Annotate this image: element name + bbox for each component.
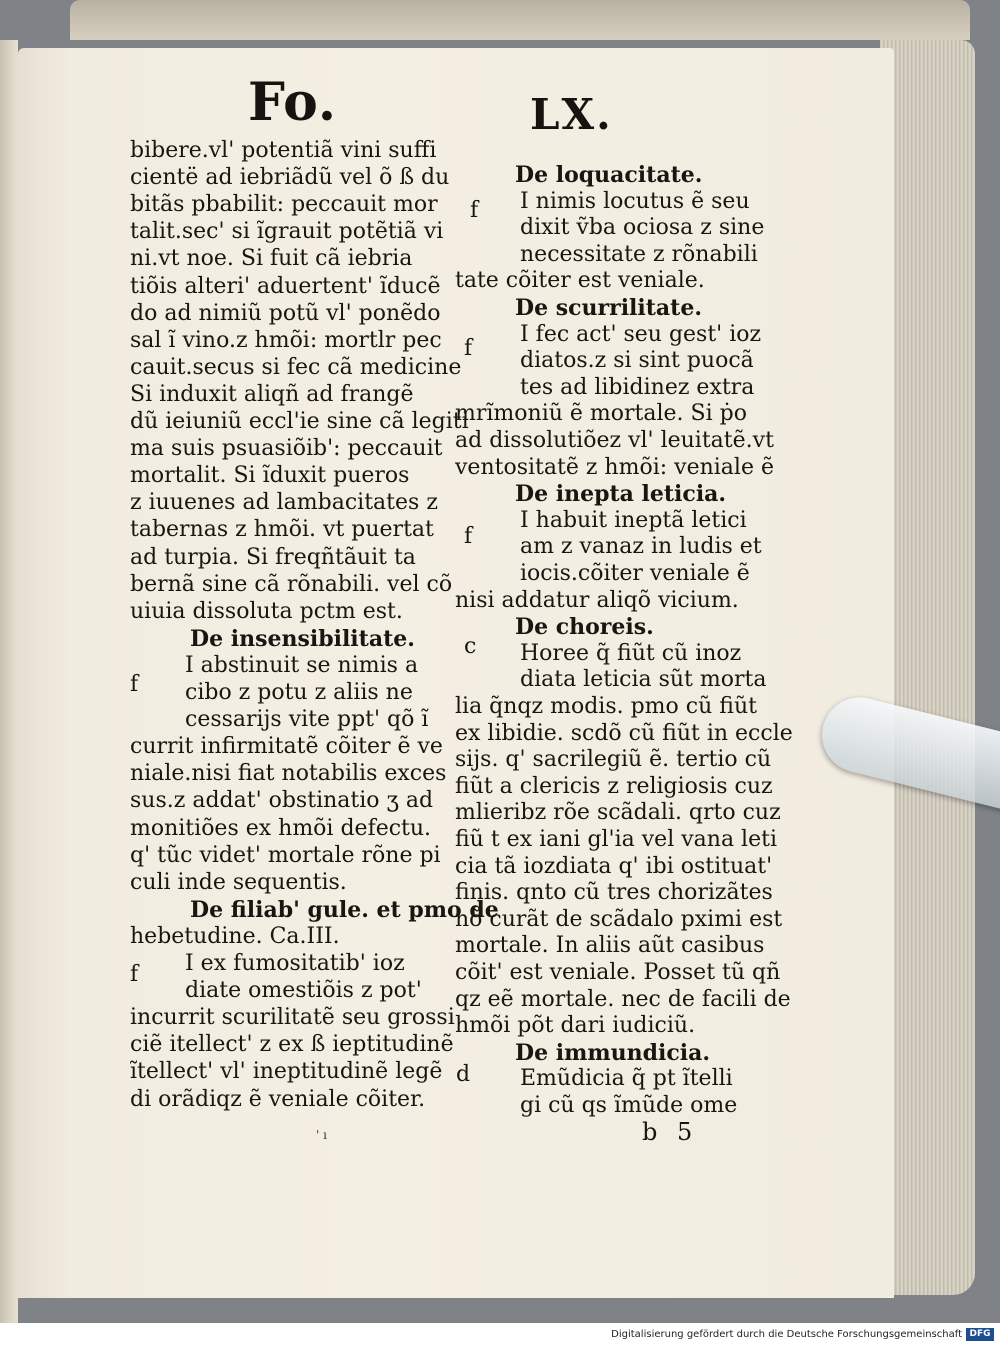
footer-text: Digitalisierung gefördert durch die Deutsche Forschungsgemeinschaft xyxy=(611,1329,962,1340)
text-line: De choreis. xyxy=(515,614,654,641)
text-line: cia tã iozdiata q' ibi ostituat' xyxy=(455,853,773,879)
text-line: nõ curãt de scãdalo pximi est xyxy=(455,906,783,932)
text-line: De insensibilitate. xyxy=(190,625,415,652)
text-line: finis. qnto cũ tres chorizãtes xyxy=(455,880,773,906)
text-line: sal ĩ vino.z hmõi: mortlr pec xyxy=(130,327,442,353)
text-line: mortalit. Si ĩduxit pueros xyxy=(130,463,410,489)
text-line: I habuit ineptã letici xyxy=(520,507,747,533)
text-line: ex libidie. scdõ cũ fiũt in eccle xyxy=(455,720,793,746)
text-line: tiõis alteri' aduertent' ĩducẽ xyxy=(130,273,441,299)
text-line: q' tũc videt' mortale rõne pi xyxy=(130,842,441,868)
text-line: I fec act' seu gest' ioz xyxy=(520,321,762,347)
dfg-logo: DFG xyxy=(966,1328,994,1341)
text-line: diate omestiõis z pot' xyxy=(185,978,422,1004)
text-line: dũ ieiuniũ eccl'ie sine cã legiti xyxy=(130,409,469,434)
text-line: tate cõiter est veniale. xyxy=(455,268,705,294)
text-line: De scurrilitate. xyxy=(515,295,702,321)
margin-letter: f xyxy=(464,336,473,361)
text-line: cauit.secus si fec cã medicine xyxy=(130,354,462,380)
text-line: De loquacitate. xyxy=(515,162,703,188)
text-line: am z vanaz in ludis et xyxy=(520,534,762,560)
text-line: gi cũ qs ĩmũde ome xyxy=(520,1093,738,1118)
text-line: tes ad libidinez extra xyxy=(520,374,755,400)
folio-number: LX. xyxy=(530,90,613,139)
page-edges xyxy=(880,40,975,1295)
text-line: I ex fumositatib' ioz xyxy=(185,951,405,976)
text-line: cessarijs vite ppt' qõ ĩ xyxy=(185,707,429,733)
text-line: incurrit scurilitatẽ seu grossi xyxy=(130,1005,455,1031)
margin-letter: f xyxy=(130,672,139,697)
text-line: fiũt a clericis z religiosis cuz xyxy=(455,773,773,799)
text-line: sijs. q' sacrilegiũ ẽ. tertio cũ xyxy=(455,747,772,773)
text-line: I abstinuit se nimis a xyxy=(185,652,419,678)
margin-letter: f xyxy=(464,524,473,549)
text-line: dixit ṽba ociosa z sine xyxy=(520,215,765,241)
footer-bar xyxy=(0,1323,1000,1347)
text-line: mrĩmoniũ ẽ mortale. Si ṗo xyxy=(455,401,747,427)
text-line: uiuia dissoluta pctm est. xyxy=(130,598,403,624)
text-line: I nimis locutus ẽ seu xyxy=(520,188,750,214)
text-line: De filiab' gule. et pmo de xyxy=(190,896,499,923)
text-line: currit infirmitatẽ cõiter ẽ ve xyxy=(130,734,443,760)
text-line: di orãdiqz ẽ veniale cõiter. xyxy=(130,1086,426,1112)
text-line: do ad nimiũ potũ vl' ponẽdo xyxy=(130,300,441,326)
text-line: bernã sine cã rõnabili. vel cõ xyxy=(130,571,453,597)
stray-marks: ' ı xyxy=(316,1128,327,1142)
text-line: Si induxit aliqñ ad frangẽ xyxy=(130,381,414,407)
text-line: mlieribz rõe scãdali. qrto cuz xyxy=(455,800,781,826)
margin-letter: d xyxy=(456,1062,471,1087)
text-line: sus.z addat' obstinatio ʒ ad xyxy=(130,788,434,814)
text-line: diatos.z si sint puocã xyxy=(520,348,754,374)
text-line: cõit' est veniale. Posset tũ qñ xyxy=(455,960,781,985)
text-line: ad turpia. Si freqñtãuit ta xyxy=(130,544,416,570)
text-line: De inepta leticia. xyxy=(515,481,727,508)
text-line: fiũ t ex iani gl'ia vel vana leti xyxy=(455,827,777,852)
text-line: ĩtellect' vl' ineptitudinẽ legẽ xyxy=(130,1059,443,1085)
text-line: monitiões ex hmõi defectu. xyxy=(130,815,432,841)
folio-label: Fo. xyxy=(248,72,337,133)
text-line: niale.nisi fiat notabilis exces xyxy=(130,761,447,787)
text-line: iocis.cõiter veniale ẽ xyxy=(520,561,750,586)
book-top-edge xyxy=(70,0,970,40)
text-line: qz eẽ mortale. nec de facili de xyxy=(455,986,791,1012)
text-line: culi inde sequentis. xyxy=(130,869,347,895)
text-line: tabernas z hmõi. vt puertat xyxy=(130,517,434,543)
text-line: bibere.vl' potentiã vini suffi xyxy=(130,138,437,163)
text-line: hebetudine. Ca.III. xyxy=(130,923,340,949)
text-line: ad dissolutiõez vl' leuitatẽ.vt xyxy=(455,428,774,453)
text-line: De immundicia. xyxy=(515,1039,711,1066)
text-line: cibo z potu z aliis ne xyxy=(185,680,413,705)
text-line: ni.vt noe. Si fuit cã iebria xyxy=(130,246,413,272)
text-line: ma suis psuasiõib': peccauit xyxy=(130,436,443,462)
margin-letter: f xyxy=(130,962,139,987)
text-line: ventositatẽ z hmõi: veniale ẽ xyxy=(455,454,774,480)
text-line: hmõi põt dari iudiciũ. xyxy=(455,1013,696,1039)
text-line: z iuuenes ad lambacitates z xyxy=(130,490,438,516)
text-line: mortale. In aliis aũt casibus xyxy=(455,933,765,959)
margin-letter: f xyxy=(470,198,479,223)
text-line: Emũdicia q̃ pt ĩtelli xyxy=(520,1066,733,1092)
text-line: Horee q̃ fiũt cũ inoz xyxy=(520,640,742,666)
text-line: ciẽ itellect' z ex ß ieptitudinẽ xyxy=(130,1032,454,1058)
margin-letter: c xyxy=(464,634,477,659)
text-line: bitãs pbabilit: peccauit mor xyxy=(130,192,438,218)
text-line: diata leticia sũt morta xyxy=(520,667,767,693)
text-line: nisi addatur aliqõ vicium. xyxy=(455,587,739,613)
text-line: cientë ad iebriãdũ vel õ ß du xyxy=(130,165,450,191)
text-line: necessitate z rõnabili xyxy=(520,241,758,267)
text-line: talit.sec' si ĩgrauit potẽtiã vi xyxy=(130,219,444,245)
text-line: lia q̃nqz modis. pmo cũ fiũt xyxy=(455,694,757,719)
book-spine xyxy=(0,40,18,1323)
signature-mark: b 5 xyxy=(642,1118,699,1146)
